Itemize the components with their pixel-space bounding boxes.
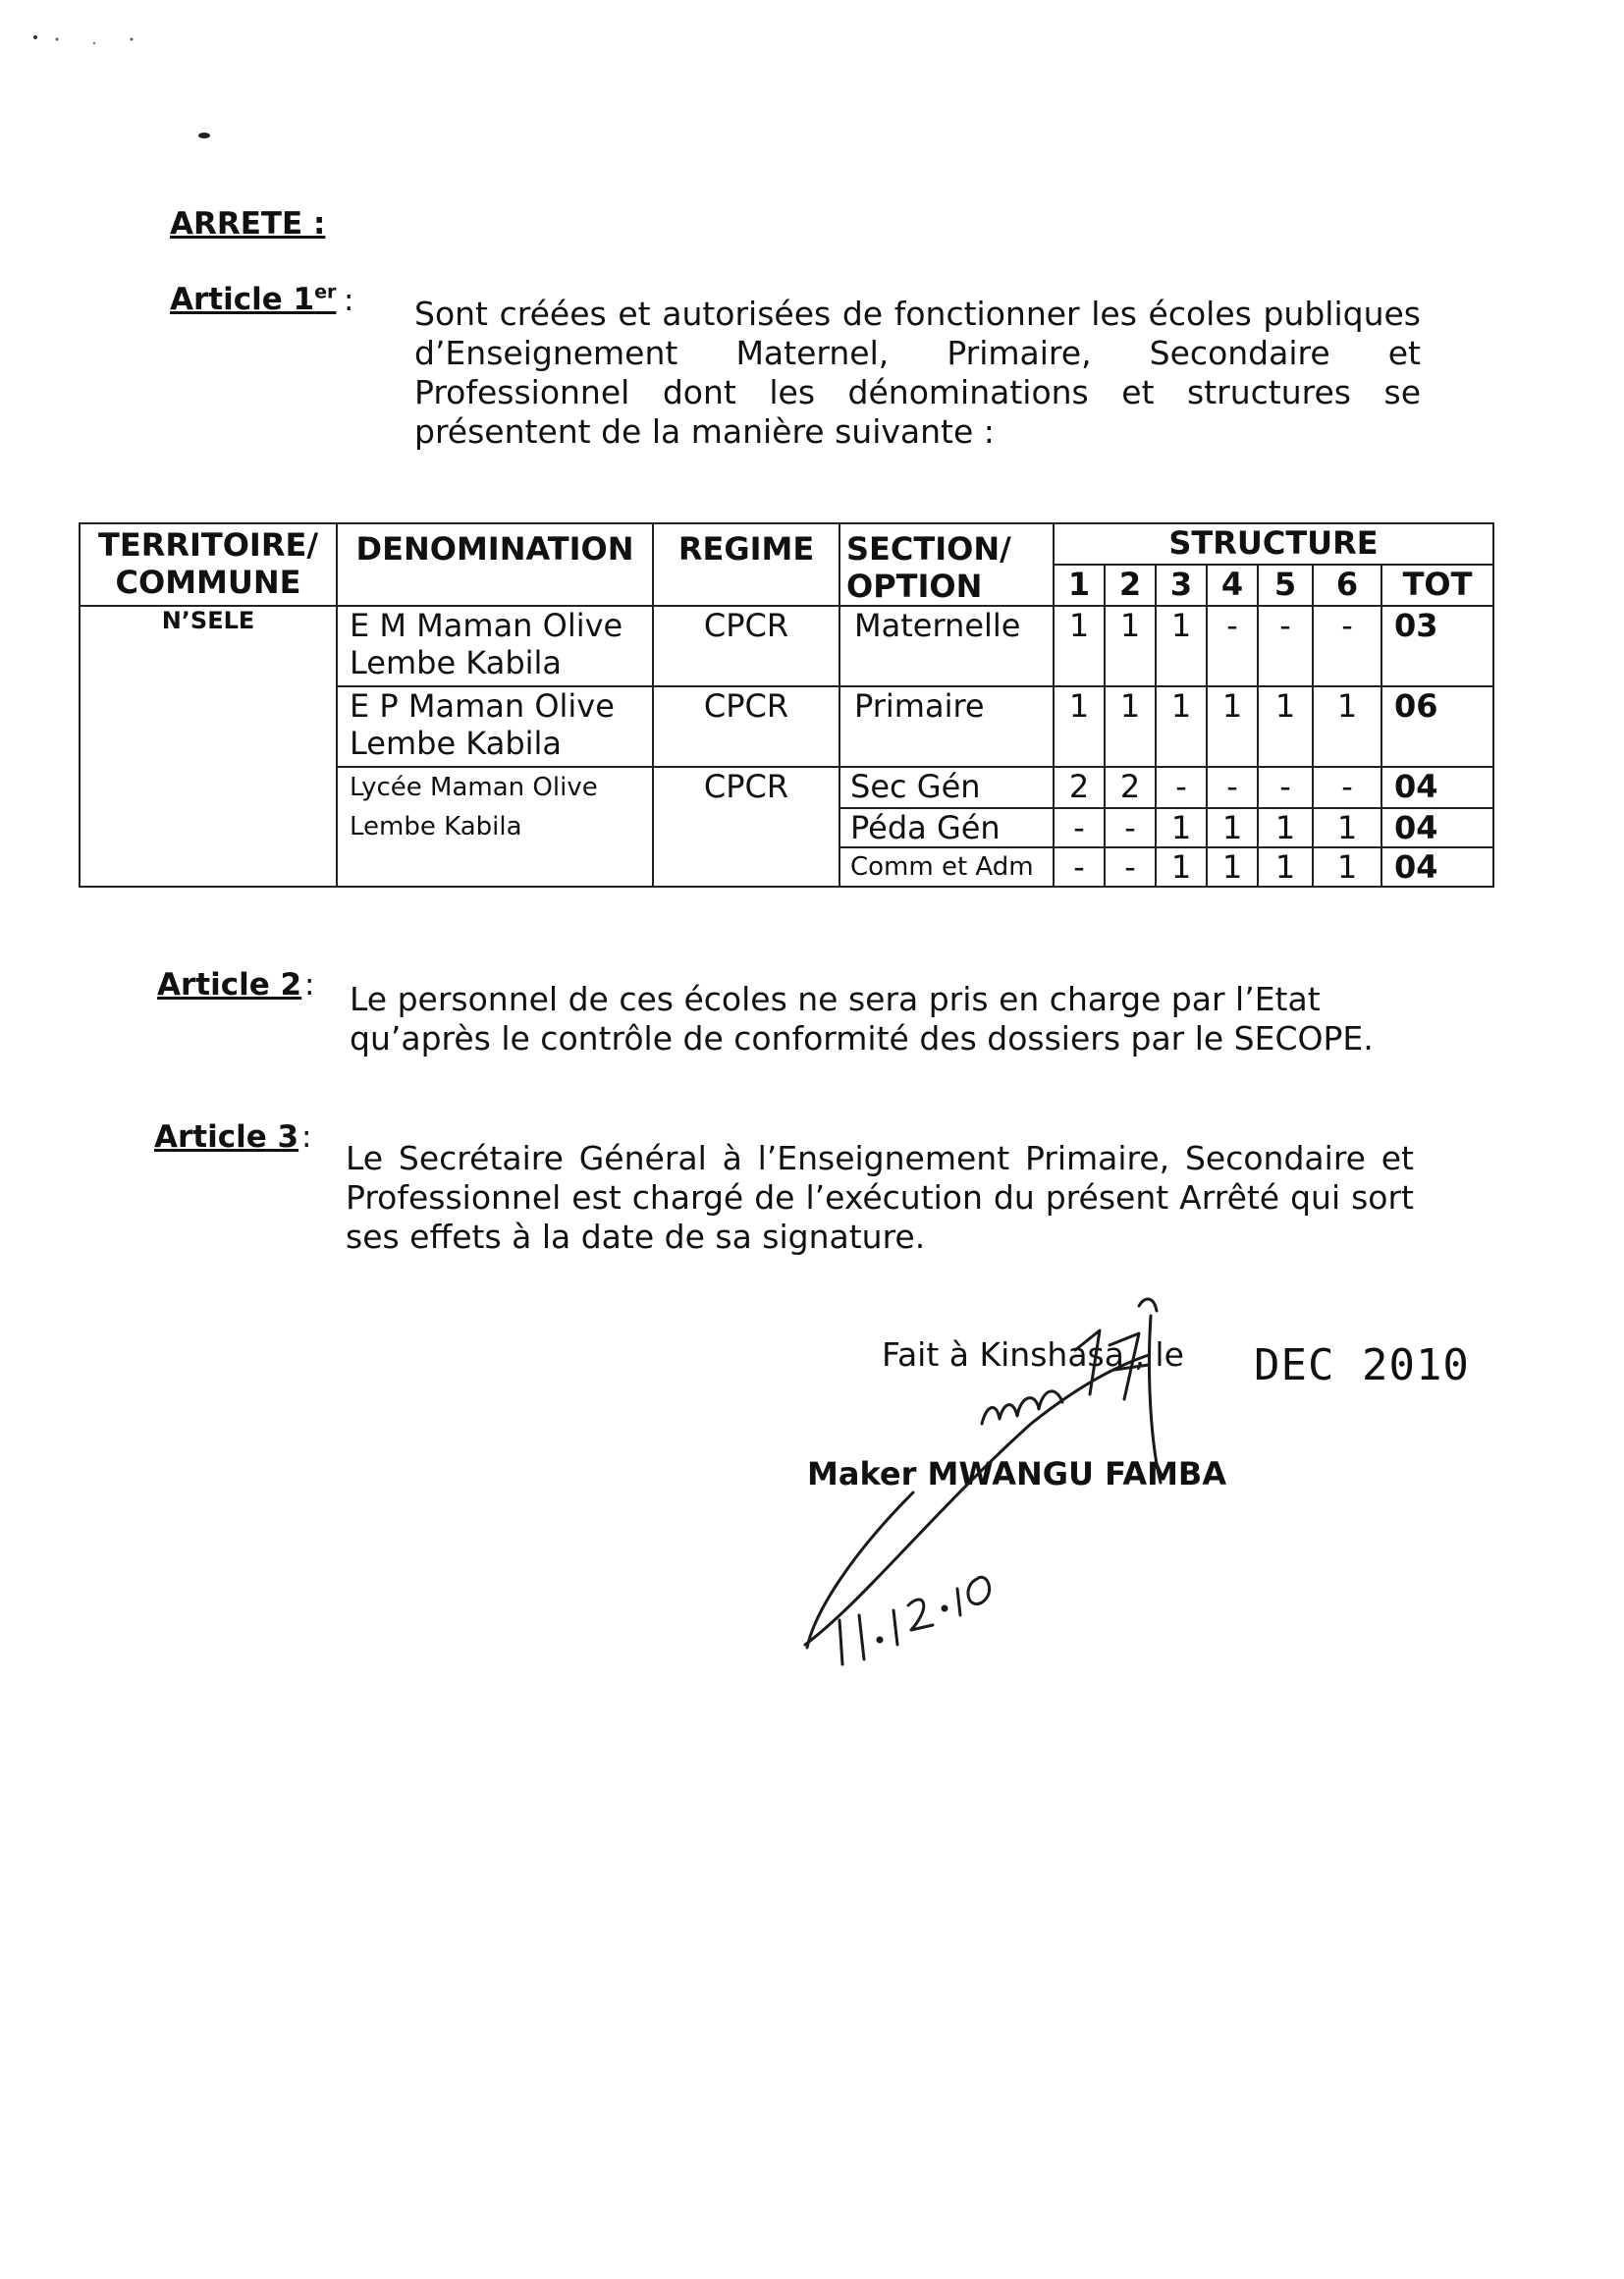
structure-cell: 1 xyxy=(1207,847,1258,887)
header-col-3: 3 xyxy=(1156,565,1207,606)
header-col-5: 5 xyxy=(1258,565,1313,606)
article-2-label: Article 2 xyxy=(157,967,302,1003)
section-cell: Péda Gén xyxy=(839,808,1054,847)
structure-cell: 1 xyxy=(1207,686,1258,767)
article-2-text: Le personnel de ces écoles ne sera pris en charge par l’Etat qu’après le contrôle de conformité des dossiers par le SECOPE. xyxy=(350,980,1374,1058)
structure-cell: - xyxy=(1313,767,1381,808)
header-col-6: 6 xyxy=(1313,565,1381,606)
structure-cell: - xyxy=(1313,606,1381,686)
structure-cell: 1 xyxy=(1156,847,1207,887)
header-structure: STRUCTURE xyxy=(1054,523,1493,565)
section-cell: Sec Gén xyxy=(839,767,1054,808)
commune-cell: N’SELE xyxy=(80,606,337,887)
article-1-text: Sont créées et autorisées de fonctionner les écoles publiques d’Enseignement Maternel, Primaire, Secondaire et Professionnel dont les dénominations et structures se présentent de la manière suivante : xyxy=(414,295,1421,451)
structure-cell: 1 xyxy=(1156,606,1207,686)
scan-specks xyxy=(0,0,255,177)
header-section: SECTION/ OPTION xyxy=(839,523,1054,606)
place-date: Fait à Kinshasa , le xyxy=(882,1335,1184,1374)
structure-cell: 1 xyxy=(1054,686,1105,767)
structure-cell: - xyxy=(1105,808,1156,847)
structure-cell: - xyxy=(1156,767,1207,808)
article-3-label: Article 3 xyxy=(154,1119,299,1155)
structure-cell: 1 xyxy=(1313,686,1381,767)
header-regime: REGIME xyxy=(653,523,839,606)
article-1-colon: : xyxy=(344,283,354,318)
structure-cell: 1 xyxy=(1258,686,1313,767)
structure-cell: - xyxy=(1258,767,1313,808)
structure-cell: 1 xyxy=(1258,808,1313,847)
total-cell: 04 xyxy=(1381,847,1493,887)
table-row xyxy=(80,606,1493,686)
regime-cell: CPCR xyxy=(653,686,839,767)
signer-name: Maker MWANGU FAMBA xyxy=(807,1455,1227,1492)
section-cell: Primaire xyxy=(839,686,1054,767)
header-col-tot: TOT xyxy=(1381,565,1493,606)
structure-cell: 1 xyxy=(1156,808,1207,847)
structure-cell: 1 xyxy=(1105,606,1156,686)
schools-structure-table xyxy=(79,522,1494,888)
structure-cell: - xyxy=(1207,767,1258,808)
section-cell: Comm et Adm xyxy=(839,847,1054,887)
header-denomination: DENOMINATION xyxy=(337,523,653,606)
structure-cell: 1 xyxy=(1313,808,1381,847)
structure-cell: 1 xyxy=(1258,847,1313,887)
header-territoire: TERRITOIRE/ COMMUNE xyxy=(80,523,337,606)
heading-arrete: ARRETE : xyxy=(170,206,326,242)
structure-cell: 1 xyxy=(1156,686,1207,767)
denomination-cell: E P Maman Olive Lembe Kabila xyxy=(337,686,653,767)
handwritten-signature xyxy=(785,1276,1473,1718)
total-cell: 06 xyxy=(1381,686,1493,767)
structure-cell: 1 xyxy=(1054,606,1105,686)
article-1-label: Article 1er xyxy=(170,282,337,318)
structure-cell: 2 xyxy=(1105,767,1156,808)
structure-cell: 1 xyxy=(1313,847,1381,887)
article-3-text: Le Secrétaire Général à l’Enseignement Primaire, Secondaire et Professionnel est chargé de l’exécution du présent Arrêté qui sort ses effets à la date de sa signature. xyxy=(346,1139,1414,1256)
structure-cell: - xyxy=(1054,808,1105,847)
structure-cell: 1 xyxy=(1207,808,1258,847)
structure-cell: 1 xyxy=(1105,686,1156,767)
structure-cell: - xyxy=(1105,847,1156,887)
structure-cell: - xyxy=(1207,606,1258,686)
regime-cell: CPCR xyxy=(653,767,839,887)
header-col-1: 1 xyxy=(1054,565,1105,606)
header-col-4: 4 xyxy=(1207,565,1258,606)
header-col-2: 2 xyxy=(1105,565,1156,606)
total-cell: 04 xyxy=(1381,808,1493,847)
structure-cell: - xyxy=(1054,847,1105,887)
article-3-colon: : xyxy=(301,1119,312,1155)
denomination-cell: E M Maman Olive Lembe Kabila xyxy=(337,606,653,686)
article-2-colon: : xyxy=(304,967,315,1003)
date-stamp: DEC 2010 xyxy=(1254,1340,1470,1390)
total-cell: 03 xyxy=(1381,606,1493,686)
structure-cell: 2 xyxy=(1054,767,1105,808)
structure-cell: - xyxy=(1258,606,1313,686)
regime-cell: CPCR xyxy=(653,606,839,686)
total-cell: 04 xyxy=(1381,767,1493,808)
section-cell: Maternelle xyxy=(839,606,1054,686)
denomination-cell: Lycée Maman Olive Lembe Kabila xyxy=(337,767,653,887)
